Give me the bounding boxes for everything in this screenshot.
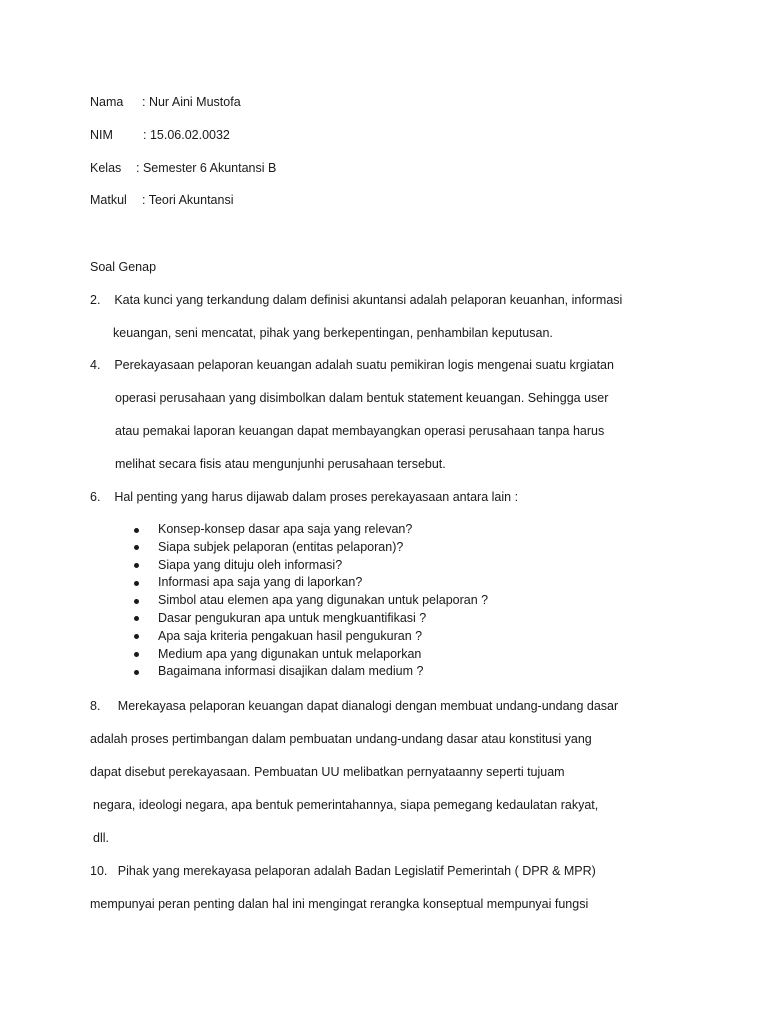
kelas-value: : Semester 6 Akuntansi B	[136, 161, 277, 175]
list-item-text: Siapa yang dituju oleh informasi?	[158, 557, 343, 572]
answer-8-line: dll.	[93, 831, 109, 845]
bullet-icon	[134, 581, 139, 586]
answer-6-bullet-list	[134, 521, 488, 681]
answer-8-line: 8. Merekayasa pelaporan keuangan dapat dianalogi dengan membuat undang-undang dasar	[90, 699, 619, 713]
answer-4-line: operasi perusahaan yang disimbolkan dalam bentuk statement keuangan. Sehingga user	[115, 391, 609, 405]
list-item-text: Dasar pengukuran apa untuk mengkuantifikasi ?	[158, 610, 427, 625]
list-item	[134, 574, 488, 592]
list-item-text: Siapa subjek pelaporan (entitas pelaporan)?	[158, 539, 404, 554]
nim-label: NIM	[90, 128, 113, 142]
answer-4-line: atau pemakai laporan keuangan dapat membayangkan operasi perusahaan tanpa harus	[115, 424, 605, 438]
list-item	[134, 592, 488, 610]
list-item-text: Medium apa yang digunakan untuk melaporkan	[158, 646, 422, 661]
list-item-text: Apa saja kriteria pengakuan hasil pengukuran ?	[158, 628, 423, 643]
list-item-text: Bagaimana informasi disajikan dalam medium ?	[158, 664, 424, 679]
list-item	[134, 539, 488, 557]
nama-value: : Nur Aini Mustofa	[142, 95, 241, 109]
list-item	[134, 521, 488, 539]
answer-6-intro: 6. Hal penting yang harus dijawab dalam proses perekayasaan antara lain :	[90, 490, 519, 504]
list-item-text: Informasi apa saja yang di laporkan?	[158, 575, 363, 590]
list-item	[134, 610, 488, 628]
list-item-text: Simbol atau elemen apa yang digunakan untuk pelaporan ?	[158, 593, 489, 608]
matkul-value: : Teori Akuntansi	[142, 193, 234, 207]
nim-value: : 15.06.02.0032	[143, 128, 230, 142]
bullet-icon	[134, 652, 139, 657]
answer-2-line: keuangan, seni mencatat, pihak yang berkepentingan, penhambilan keputusan.	[113, 326, 553, 340]
nama-label: Nama	[90, 95, 124, 109]
list-item	[134, 628, 488, 646]
bullet-icon	[134, 670, 139, 675]
answer-10-line: 10. Pihak yang merekayasa pelaporan adalah Badan Legislatif Pemerintah ( DPR & MPR)	[90, 864, 596, 878]
answer-2-line: 2. Kata kunci yang terkandung dalam definisi akuntansi adalah pelaporan keuanhan, informasi	[90, 293, 623, 307]
bullet-icon	[134, 599, 139, 604]
answer-4-line: 4. Perekayasaan pelaporan keuangan adalah suatu pemikiran logis mengenai suatu krgiatan	[90, 358, 614, 372]
bullet-icon	[134, 634, 139, 639]
list-item	[134, 646, 488, 664]
answer-8-line: adalah proses pertimbangan dalam pembuatan undang-undang dasar atau konstitusi yang	[90, 732, 592, 746]
bullet-icon	[134, 545, 139, 550]
list-item-text: Konsep-konsep dasar apa saja yang relevan?	[158, 522, 413, 536]
matkul-label: Matkul	[90, 193, 127, 207]
answer-10-line: mempunyai peran penting dalan hal ini mengingat rerangka konseptual mempunyai fungsi	[90, 897, 589, 911]
kelas-label: Kelas	[90, 161, 122, 175]
bullet-icon	[134, 563, 139, 568]
bullet-icon	[134, 528, 139, 533]
answer-4-line: melihat secara fisis atau mengunjunhi perusahaan tersebut.	[115, 457, 446, 471]
section-title: Soal Genap	[90, 260, 157, 274]
answer-8-line: dapat disebut perekayasaan. Pembuatan UU melibatkan pernyataanny seperti tujuam	[90, 765, 565, 779]
answer-8-line: negara, ideologi negara, apa bentuk pemerintahannya, siapa pemegang kedaulatan rakyat,	[93, 798, 599, 812]
bullet-icon	[134, 616, 139, 621]
list-item	[134, 557, 488, 575]
list-item	[134, 663, 488, 681]
